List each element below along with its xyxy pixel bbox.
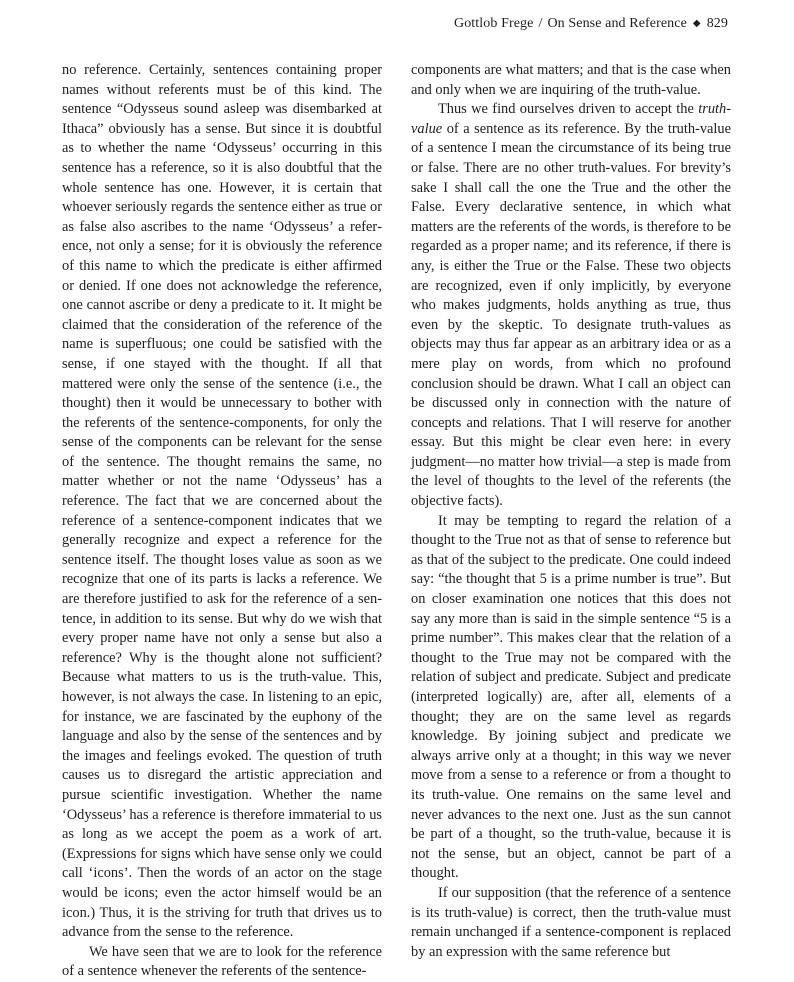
header-work-title: On Sense and Reference [547,16,687,31]
right-paragraph-3: It may be tempting to regard the relation of a thought to the True not as that of sense to reference but as that of the subject to the predicate. One could indeed say: “the thought that 5 is a prime number is true”. But on closer examination one notices that this does not say any more than is said in the simple sentence “5 is a prime number”. This makes clear that the relation of a thought to the True may not be compared with the relation of subject and predicate. Subject and predicate (interpreted logically) are, after all, elements of a thought; they are on the same level as regards knowledge. By joining subject and predicate we always arrive only at a thought; in this way we never move from a sense to a reference or from a thought to its truth-value. One remains on the same level and never advances to the next one. Just as the sun cannot be part of a thought, so the truth-value, because it is not the sense, but an object, cannot be part of a thought. [411,512,731,882]
right-paragraph-2-rest: of a sentence as its reference. By the truth-value of a sentence I mean the circumstance of its being true or false. There are no other truth-values. For brevity’s sake I shall call the one the True and the other the False. Every declarative sentence, in which what matters are the referents of the words, is therefore to be regarded as a proper name; and its reference, if there is any, is either the True or the False. These two objects are recognized, even if only implicitly, by everyone who makes judgments, holds anything as true, thus even by the skeptic. To designate truth-values as objects may thus far appear as an arbitrary idea or as a mere play on words, from which no profound conclusion should be drawn. What I call an object can be discussed only in connection with the nature of concepts and relations. That I will reserve for another essay. But this might be clear even here: in every judgment—no matter how trivial—a step is made from the level of thoughts to the level of the referents (the objective facts). [411,120,731,510]
left-paragraph-1: no reference. Certainly, sentences containing proper names without referents must be of this kind. The sentence “Odysseus sound asleep was disembarked at Ithaca” obviously has a sense. But since it is doubtful as to whether the name ‘Odysseus’ occurring in this sentence has a reference, so it is also doubtful that the whole sentence has one. However, it is certain that whoever seriously regards the sentence either as true or as false also ascribes to the name ‘Odysseus’ a reference, not only a sense; for it is obviously the reference of this name to which the predicate is either affirmed or denied. If one does not acknowledge the reference, one cannot ascribe or deny a predicate to it. It might be claimed that the consideration of the reference of the name is superfluous; one could be satisfied with the sense, if one stayed with the thought. If all that mattered were only the sense of the sentence (i.e., the thought) then it would be unnecessary to bother with the referents of the sentence-components, for only the sense of the components can be relevant for the sense of the sentence. The thought remains the same, no matter whether or not the name ‘Odysseus’ has a reference. The fact that we are concerned about the reference of a sentence-component indicates that we generally recognize and expect a reference for the sentence itself. The thought loses value as soon as we recognize that one of its parts is lacks a reference. We are therefore justified to ask for the reference of a sentence, in addition to its sense. But why do we wish that every proper name have not only a sense but also a reference? Why is the thought alone not sufficient? Because what matters to us is the truth-value. This, however, is not always the case. In listening to an epic, for instance, we are fascinated by the euphony of the language and also by the sense of the sentences and by the images and feelings evoked. The question of truth causes us to disregard the artistic appreciation and pursue scientific investigation. Whether the name ‘Odysseus’ has a reference is therefore immaterial to us as long as we accept the poem as a work of art. (Expressions for signs which have sense only we could call ‘icons’. Then the words of an actor on the stage would be icons; even the actor himself would be an icon.) Thus, it is the striving for truth that drives us to advance from the sense to the reference. [62,62,382,941]
left-paragraph-2: We have seen that we are to look for the reference of a sentence whenever the referents of the sentence- [62,943,382,980]
right-column [411,61,731,962]
right-paragraph-2 [411,100,731,511]
page-number: 829 [706,16,728,31]
diamond-ornament-icon: ◆ [692,18,701,29]
right-paragraph-2-lead: Thus we find ourselves driven to accept the [438,101,699,118]
header-author: Gottlob Frege [454,16,534,31]
emphasis-truth-value: truth-value [411,101,731,137]
header-separator: / [538,16,543,31]
left-column [62,61,382,982]
running-head [454,16,728,32]
right-paragraph-1: components are what matters; and that is the case when and only when we are inquiring of the truth-value. [411,62,731,98]
right-paragraph-4: If our supposition (that the reference of a sentence is its truth-value) is correct, then the truth-value must remain unchanged if a sentence-component is replaced by an expression with the same reference but [411,884,731,960]
